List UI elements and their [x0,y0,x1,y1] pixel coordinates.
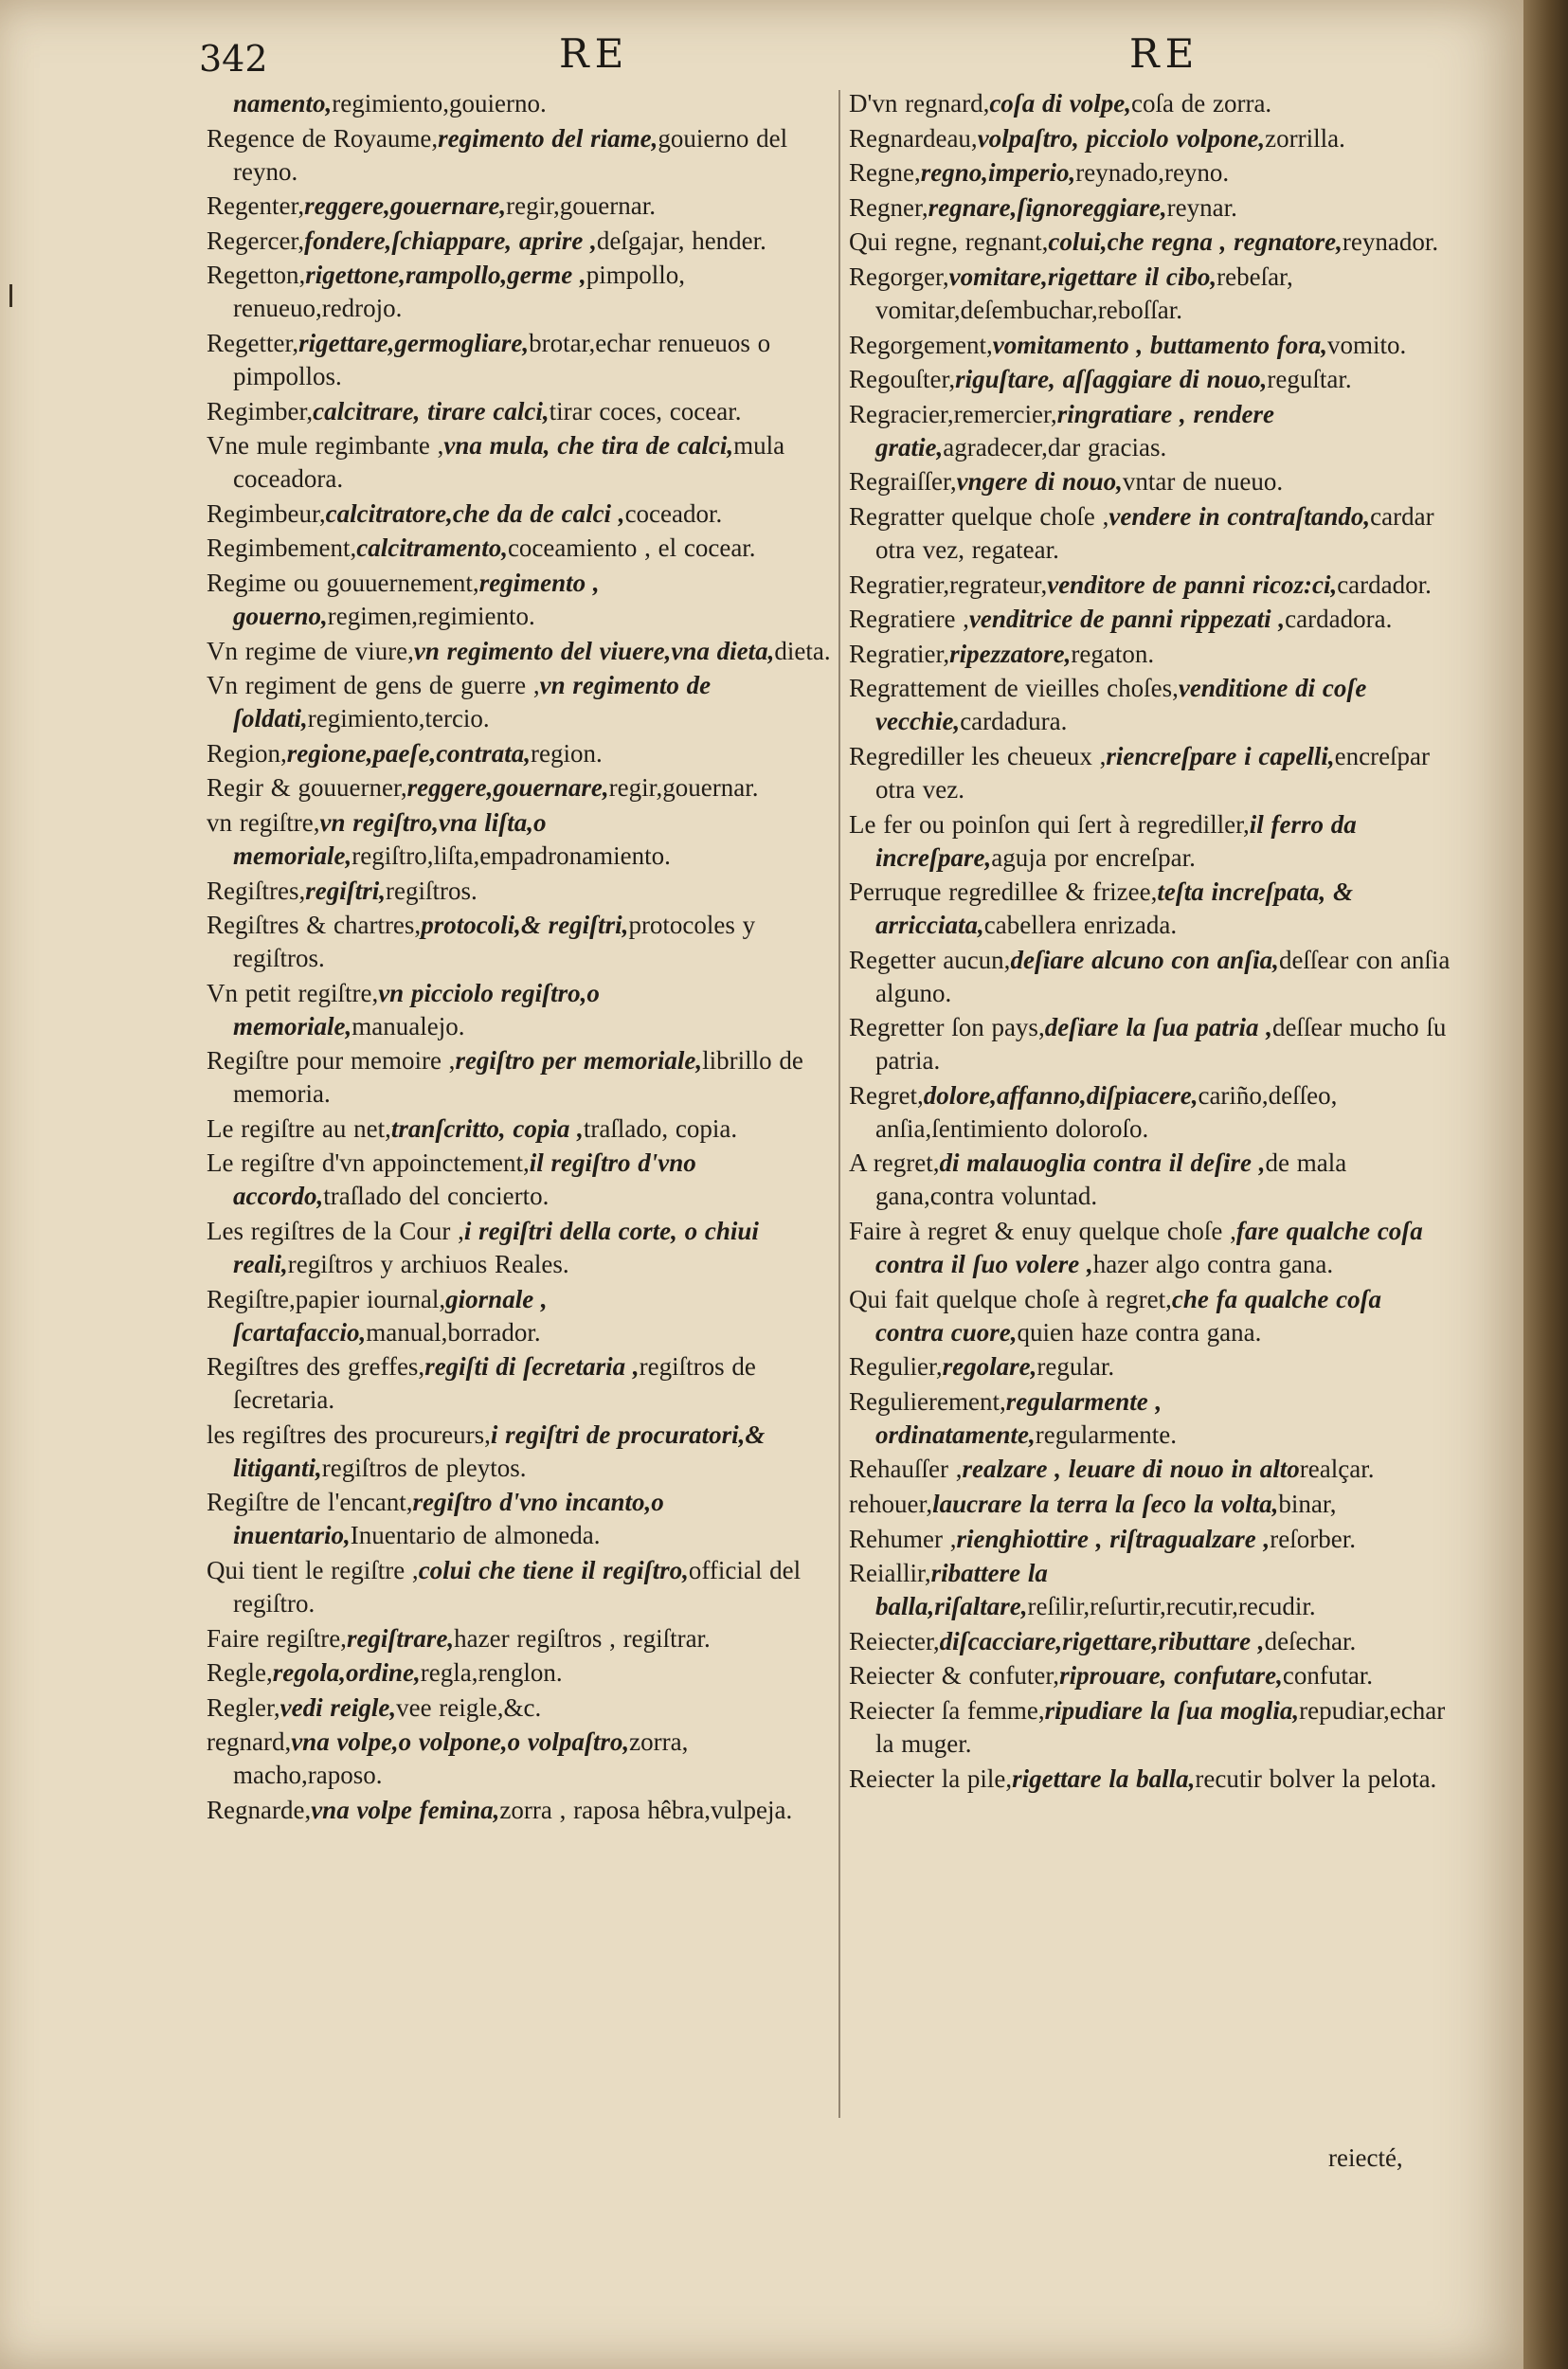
entry-spanish: dieta. [774,636,831,665]
entry-italian: regola,ordine, [272,1658,421,1688]
entry-french: Qui tient le regiſtre , [207,1556,419,1585]
entry-french: Regence de Royaume, [207,123,439,153]
entry-italian: deſiare la ſua patria , [1044,1013,1272,1042]
entry-french: Reiecter la pile, [849,1763,1013,1793]
entry-french: Le regiſtre d'vn appoinctement, [207,1148,530,1178]
dictionary-entry [207,1656,834,1690]
entry-italian: vn regimento del viuere,vna dieta, [413,636,775,665]
entry-spanish: reſilir,reſurtir,recutir,recudir. [1027,1592,1316,1621]
dictionary-entry [207,977,834,1043]
dictionary-entry [849,500,1451,567]
entry-italian: teſta increſpata, & arricciata, [875,877,1354,940]
entry-spanish: regir,gouernar. [608,773,759,803]
entry-spanish: deſſear con anſia alguno. [875,945,1451,1007]
entry-spanish: regiſtros. [385,876,478,905]
dictionary-entry [207,122,834,189]
entry-spanish: protocoles y regiſtros. [233,911,756,973]
entry-italian: calcitramento, [356,533,508,563]
entry-italian: venditione di coſe vecchie, [875,674,1367,736]
entry-spanish: reynado,reyno. [1075,158,1230,188]
entry-spanish: regiſtros y archiuos Reales. [287,1250,569,1279]
entry-french: Regiſtres & chartres, [207,911,422,940]
entry-italian: il regiſtro d'vno accordo, [233,1148,696,1211]
dictionary-entry [207,1044,834,1111]
entry-italian: riguſtare, aſſaggiare di nouo, [955,365,1268,394]
dictionary-entry [207,395,834,428]
entry-french: Regret, [849,1080,924,1110]
entry-spanish: aguja por encreſpar. [991,842,1196,872]
dictionary-entry [849,603,1451,636]
entry-spanish: reguſtar. [1267,365,1352,394]
entry-italian: i regiſtri de procuratori,& litiganti, [233,1420,766,1482]
dictionary-entry [849,1694,1451,1761]
entry-french: Les regiſtres de la Cour , [207,1217,464,1246]
dictionary-entry [849,1453,1451,1486]
running-head [0,30,1523,87]
left-column [207,87,834,1829]
entry-spanish: tirar coces, cocear. [549,396,742,425]
entry-french: Rehauſſer , [849,1455,963,1484]
entry-italian: venditore de panni ricoz:ci, [1047,570,1338,599]
entry-french: Regenter, [207,191,305,221]
entry-spanish: binar, [1278,1490,1337,1519]
dictionary-entry [849,329,1451,362]
entry-italian: vomitamento , buttamento fora, [992,330,1327,359]
entry-italian: regione,paeſe,contrata, [286,738,531,768]
entry-spanish: vee reigle,&c. [396,1692,542,1722]
entry-spanish: regir,gouernar. [506,191,656,221]
entry-spanish: librillo de memoria. [233,1046,803,1109]
entry-spanish: repudiar,echar la muger. [875,1696,1446,1758]
entry-italian: venditrice de panni rippezati , [968,605,1286,634]
entry-italian: regiſti di ſecretaria , [424,1352,640,1382]
entry-french: Regiſtres, [207,876,306,905]
entry-spanish: regimiento,tercio. [307,704,490,733]
entry-spanish: reſorber. [1270,1524,1356,1553]
entry-french: regnard, [207,1727,292,1757]
entry-spanish: coſa de zorra. [1131,89,1272,118]
entry-spanish: agradecer,dar gracias. [943,432,1167,461]
entry-italian: regnare,ſignoreggiare, [928,192,1167,222]
entry-spanish: cardar otra vez, regatear. [875,501,1434,564]
entry-italian: ringratiare , rendere gratie, [875,399,1274,461]
entry-italian: vn picciolo regiſtro,o memoriale, [233,978,600,1040]
dictionary-entry [849,156,1451,190]
entry-french: rehouer, [849,1490,933,1519]
entry-french: Regracier,remercier, [849,399,1057,428]
entry-italian: riprouare, confutare, [1059,1661,1283,1691]
dictionary-entry [207,1147,834,1213]
entry-italian: regiſtro d'vno incanto,o inuentario, [233,1488,664,1550]
entry-spanish: cardador. [1337,570,1432,599]
dictionary-entry [849,87,1451,120]
dictionary-entry [849,122,1451,155]
dictionary-entry [849,1763,1451,1796]
entry-italian: regiſtrare, [346,1623,455,1653]
dictionary-entry [207,875,834,908]
entry-spanish: cabellera enrizada. [983,911,1178,940]
dictionary-entry [849,1625,1451,1658]
entry-spanish: regiſtros de pleytos. [321,1453,527,1482]
dictionary-entry [207,1215,834,1281]
entry-french: D'vn regnard, [849,89,990,118]
entry-french: Regimbement, [207,533,357,563]
dictionary-entry [207,806,834,873]
entry-french: Reiecter ſa femme, [849,1696,1045,1725]
dictionary-entry [207,225,834,258]
entry-spanish: traſlado, copia. [583,1113,738,1143]
entry-french: Regne, [849,158,921,188]
dictionary-entry [849,398,1451,464]
entry-french: Regiſtres des greffes, [207,1352,425,1382]
entry-french: Regiſtre,papier iournal, [207,1284,446,1313]
entry-french: Vn regime de viure, [207,636,414,665]
entry-italian: volpaſtro, picciolo volpone, [977,123,1266,153]
entry-french: Regner, [849,192,928,222]
entry-italian: regiſtri, [305,876,386,905]
dictionary-entry [207,1112,834,1146]
entry-italian: colui che tiene il regiſtro, [418,1556,689,1585]
dictionary-entry [849,465,1451,498]
entry-french: Regratter quelque choſe , [849,501,1109,531]
entry-french: Vne mule regimbante , [207,431,444,461]
entry-french: Regratier,regrateur, [849,570,1048,599]
dictionary-entry [849,944,1451,1010]
dictionary-entry [849,876,1451,942]
dictionary-entry [849,1283,1451,1349]
entry-french: Regratiere , [849,605,969,634]
entry-spanish: regiſtro,liſta,empadronamiento. [351,841,671,870]
dictionary-entry [849,191,1451,225]
dictionary-entry [849,1079,1451,1146]
entry-italian: coſa di volpe, [989,89,1132,118]
dictionary-entry [207,771,834,805]
entry-french: Reiallir, [849,1559,931,1588]
entry-spanish: reynar. [1166,192,1237,222]
entry-french: Regercer, [207,226,305,255]
entry-italian: che fa qualche coſa contra cuore, [875,1284,1382,1347]
entry-spanish: brotar,echar renueuos o pimpollos. [233,328,771,390]
entry-italian: rigettone,rampollo,germe , [305,261,586,290]
dictionary-entry [207,1794,834,1827]
entry-italian: regiſtro per memoriale, [455,1046,703,1076]
entry-italian: vendere in contraſtando, [1108,501,1371,531]
entry-italian: laucrare la terra la ſeco la volta, [932,1490,1279,1519]
entry-french: Qui fait quelque choſe à regret, [849,1284,1172,1313]
dictionary-entry [849,1011,1451,1077]
dictionary-entry [207,737,834,770]
entry-spanish: recutir bolver la pelota. [1195,1763,1437,1793]
entry-italian: vn regiſtro,vna liſta,o memoriale, [233,807,547,870]
right-column [849,87,1451,1797]
entry-french: Regulier, [849,1352,943,1382]
entry-italian: reggere,gouernare, [406,773,609,803]
entry-french: Perruque regredillee & frizee, [849,877,1158,907]
entry-italian: calcitrare, tirare calci, [313,396,550,425]
entry-spanish: de mala gana,contra voluntad. [875,1148,1347,1211]
entry-italian: rienghiottire , riſtragualzare , [956,1524,1271,1553]
entry-spanish: pimpollo, renueuo,redrojo. [233,261,685,323]
entry-french: Regle, [207,1658,273,1688]
entry-spanish: regaton. [1071,639,1155,668]
dictionary-entry [849,1557,1451,1623]
dictionary-entry [207,497,834,531]
entry-spanish: regiſtros de ſecretaria. [233,1352,756,1415]
entry-spanish: manual,borrador. [366,1317,541,1347]
entry-spanish: reynador. [1342,227,1439,257]
entry-italian: reggere,gouernare, [304,191,507,221]
entry-spanish: cardadura. [960,707,1068,736]
entry-italian: rigettare la balla, [1012,1763,1196,1793]
dictionary-entry [849,740,1451,806]
entry-french: Region, [207,738,287,768]
entry-french: Regorgement, [849,330,993,359]
entry-spanish: coceador. [624,498,723,528]
margin-mark [9,284,12,307]
dictionary-entry [207,1419,834,1485]
entry-french: Regler, [207,1692,280,1722]
entry-italian: il ferro da increſpare, [875,809,1357,872]
dictionary-entry [207,1726,834,1792]
entry-french: Regorger, [849,262,949,291]
dictionary-entry [207,669,834,735]
entry-french: Regimbeur, [207,498,326,528]
entry-french: Regouſter, [849,365,956,394]
entry-italian: vna mula, che tira de calci, [443,431,734,461]
entry-spanish: traſlado del concierto. [323,1182,550,1211]
dictionary-entry [207,1622,834,1655]
entry-spanish: confutar. [1282,1661,1374,1691]
entry-spanish: regimiento,gouierno. [332,89,547,118]
entry-spanish: manualejo. [351,1011,465,1040]
entry-french: Regime ou gouuernement, [207,568,479,597]
entry-italian: fare qualche coſa contra il ſuo volere , [875,1217,1423,1279]
entry-italian: diſcacciare,rigettare,ributtare , [939,1626,1265,1655]
entry-italian: ripudiare la ſua moglia, [1044,1696,1300,1725]
entry-french: Regimber, [207,396,314,425]
entry-spanish: rebeſar, vomitar,deſembuchar,reboſſar. [875,262,1293,324]
dictionary-entry [207,429,834,496]
dictionary-entry [207,1691,834,1725]
entry-italian: regolare, [942,1352,1037,1382]
entry-french: vn regiſtre, [207,807,320,837]
entry-french: Qui regne, regnant, [849,227,1049,257]
entry-italian: vna volpe,o volpone,o volpaſtro, [291,1727,630,1757]
dictionary-entry [849,569,1451,602]
entry-spanish: cardadora. [1285,605,1393,634]
dictionary-entry [207,1350,834,1417]
entry-spanish: mula coceadora. [233,431,785,494]
dictionary-entry [849,226,1451,259]
page-number: 342 [199,38,268,80]
entry-italian: ripezzatore, [949,639,1072,668]
entry-italian: namento, [233,89,333,118]
entry-french: Regrattement de vieilles choſes, [849,674,1179,703]
dictionary-entry [849,808,1451,875]
dictionary-entry [849,261,1451,327]
dictionary-entry [849,1659,1451,1692]
entry-spanish: deſſear mucho ſu patria. [875,1013,1447,1076]
entry-spanish: vomito. [1326,330,1407,359]
dictionary-entry [849,1523,1451,1556]
running-head-right: RE [1129,30,1200,77]
entry-french: Le regiſtre au net, [207,1113,391,1143]
dictionary-entry [207,1283,834,1349]
entry-italian: vngere di nouo, [956,467,1123,497]
entry-spanish: regular. [1036,1352,1115,1382]
entry-spanish: hazer regiſtros , regiſtrar. [454,1623,711,1653]
entry-italian: calcitratore,che da de calci , [325,498,625,528]
column-divider [838,90,840,2118]
dictionary-entry [207,532,834,565]
entry-french: Vn petit regiſtre, [207,978,379,1007]
entry-spanish: regularmente. [1035,1420,1177,1449]
dictionary-entry [207,87,834,120]
entry-french: Regnarde, [207,1796,312,1824]
entry-italian: tranſcritto, copia , [390,1113,584,1143]
dictionary-entry [207,190,834,223]
entry-french: Rehumer , [849,1524,957,1553]
page-edge [1523,0,1568,2369]
entry-spanish: vntar de nueuo. [1122,467,1284,497]
entry-french: Regetter, [207,328,299,357]
entry-spanish: gouierno del reyno. [233,123,788,186]
entry-spanish: realçar. [1299,1455,1375,1484]
dictionary-entry [849,363,1451,396]
running-head-left: RE [559,30,630,77]
dictionary-entry [849,1350,1451,1383]
entry-italian: vna volpe femina, [311,1796,500,1824]
dictionary-entry [207,1486,834,1552]
entry-spanish: zorra, macho,raposo. [233,1727,689,1790]
entry-french: les regiſtres des procureurs, [207,1420,491,1449]
entry-spanish: cariño,deſſeo, anſia,ſentimiento doloroſo. [875,1080,1338,1143]
entry-italian: fondere,ſchiappare, aprire , [304,226,597,255]
entry-french: Vn regiment de gens de guerre , [207,671,540,700]
dictionary-entry [207,567,834,633]
entry-french: Reiecter & confuter, [849,1661,1060,1691]
entry-spanish: zorra , raposa hêbra,vulpeja. [499,1796,793,1824]
entry-spanish: Inuentario de almoneda. [350,1521,601,1550]
dictionary-entry [849,1147,1451,1213]
entry-italian: riencreſpare i capelli, [1106,741,1335,770]
entry-french: Regulierement, [849,1386,1006,1416]
entry-french: Regiſtre pour memoire , [207,1046,456,1076]
entry-spanish: zorrilla. [1265,123,1345,153]
entry-french: Regretter ſon pays, [849,1013,1045,1042]
entry-french: Regetter aucun, [849,945,1011,974]
entry-spanish: coceamiento , el cocear. [507,533,756,563]
entry-french: Faire à regret & enuy quelque choſe , [849,1217,1236,1246]
entry-italian: regularmente , ordinatamente, [875,1386,1162,1449]
entry-french: Regir & gouuerner, [207,773,407,803]
entry-italian: regimento , gouerno, [233,568,600,630]
entry-spanish: hazer algo contra gana. [1092,1250,1334,1279]
dictionary-entry [849,1385,1451,1452]
entry-italian: vn regimento de ſoldati, [233,671,712,733]
entry-italian: realzare , leuare di nouo in alto [962,1455,1300,1484]
entry-italian: vedi reigle, [279,1692,397,1722]
dictionary-entry [207,1554,834,1620]
dictionary-entry [207,635,834,668]
entry-french: Regratier, [849,639,950,668]
dictionary-entry [849,1215,1451,1281]
entry-french: Reiecter, [849,1626,940,1655]
entry-spanish: deſgajar, hender. [596,226,766,255]
entry-italian: vomitare,rigettare il cibo, [948,262,1217,291]
entry-french: Regnardeau, [849,123,978,153]
dictionary-entry [207,909,834,975]
entry-spanish: quien haze contra gana. [1017,1317,1262,1347]
entry-french: Regrediller les cheueux , [849,741,1107,770]
catchword: reiecté, [1328,2143,1403,2172]
entry-spanish: encreſpar otra vez. [875,741,1431,804]
entry-spanish: official del regiſtro. [233,1556,802,1619]
entry-italian: regno,imperio, [920,158,1076,188]
dictionary-entry [207,259,834,325]
entry-french: A regret, [849,1148,940,1178]
entry-french: Regetton, [207,261,306,290]
dictionary-entry [849,672,1451,738]
entry-italian: giornale , ſcartafaccio, [233,1284,548,1347]
entry-italian: regimento del riame, [438,123,658,153]
entry-french: Le fer ou poinſon qui ſert à regrediller, [849,809,1250,839]
entry-french: Regiſtre de l'encant, [207,1488,413,1517]
entry-italian: colui,che regna , regnatore, [1048,227,1343,257]
dictionary-entry [207,327,834,393]
dictionary-entry [849,1488,1451,1521]
entry-italian: i regiſtri della corte, o chiui reali, [233,1217,759,1279]
entry-italian: di malauoglia contra il deſire , [939,1148,1266,1178]
entry-french: Regraiſſer, [849,467,957,497]
entry-spanish: regimen,regimiento. [327,601,535,630]
entry-italian: deſiare alcuno con anſia, [1010,945,1279,974]
dictionary-entry [849,638,1451,671]
entry-italian: dolore,affanno,diſpiacere, [923,1080,1199,1110]
entry-spanish: regla,renglon. [420,1658,563,1688]
entry-italian: rigettare,germogliare, [298,328,530,357]
entry-french: Faire regiſtre, [207,1623,347,1653]
entry-italian: ribattere la balla,riſaltare, [875,1559,1048,1621]
entry-spanish: region. [530,738,603,768]
entry-spanish: deſechar. [1264,1626,1357,1655]
entry-italian: protocoli,& regiſtri, [421,911,629,940]
